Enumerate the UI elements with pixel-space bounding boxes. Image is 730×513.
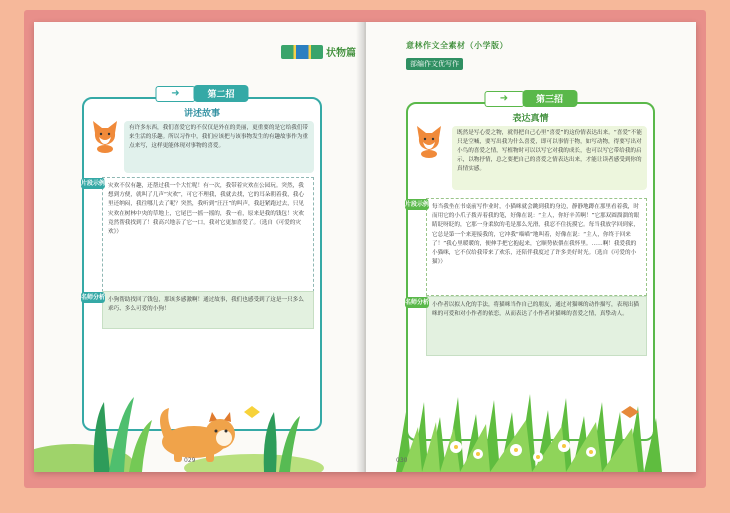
books-icon xyxy=(281,45,323,59)
right-banner-label: 第三招 xyxy=(522,90,577,107)
left-banner xyxy=(155,85,248,102)
left-header-title: 状物篇 xyxy=(326,48,356,59)
left-analysis-tag: 名师分析 xyxy=(81,294,106,301)
right-excerpt-section xyxy=(405,198,647,296)
right-excerpt-text: 每当我坐在书桌前写作业时，小猫咪就会跳到我的身边，静静地蹲在那里看着我，时而用它的小爪子拨弄着我的笔，好像在说：“主人，你好辛苦啊！”它那双圆溜溜的眼睛眨呀眨的，它那一身柔软的毛是那么光滑，我忍不住抚摸它。每当我放学回到家，它总是第一个来迎接我的，它冲我“喵喵”地叫着，好像在说：“主人，你终于回来了！”我心里暖暖的，便伸手把它抱起来，它顺势依偎在我怀里。……啊！我爱我的小猫咪，它不仅给我带来了欢乐，还陪伴我度过了许多美好时光。（选自《可爱的小猫》） xyxy=(432,204,640,266)
left-page-number: 029 xyxy=(184,457,196,464)
left-analysis-text: 小狗帮助找回了钱包，那该多感激啊！通过故事，我们也感受到了这是一只多么乖巧、多么可爱的小狗！ xyxy=(108,297,304,313)
right-header-label: 部编作文优写作 xyxy=(406,58,463,70)
fox-icon xyxy=(90,119,120,153)
fox-icon xyxy=(414,124,444,158)
grass-flowers-illustration xyxy=(366,372,696,472)
book-spread xyxy=(34,22,696,472)
right-banner xyxy=(484,90,577,107)
left-intro-text: 有许多东西，我们喜爱它的不仅仅是外在的美丽，更重要的是它给我们带来生活的乐趣。所以习作中，我们应该把与该事物发生的有趣故事作为重点来写，这样更能体现对事物的喜爱。 xyxy=(124,121,314,173)
right-intro-text: 既然是写心爱之物，就得把自己心里“喜爱”的这份情表达出来。“喜爱”不能只是空喊，要写出我为什么喜爱，即可以事情于物，如写动物，得要写出对小鸟的喜爱之情，写植物时可以以写它对我的成长，也可以写它带给我的启示，以物抒情，总之要把自己的喜爱之情表达出来，才能让读者感受到你的真情实感。 xyxy=(452,126,647,190)
left-excerpt-section xyxy=(81,177,314,292)
right-page-header xyxy=(406,40,508,70)
right-excerpt-tag: 片段示例 xyxy=(405,201,430,208)
dog-illustration xyxy=(34,372,364,472)
right-analysis-section xyxy=(405,296,647,356)
right-analysis-text: 小作者以拟人化的手法，将猫咪当作自己的朋友，通过对猫咪的动作描写，表现出猫咪的可爱和对小作者的依恋，从而表达了小作者对猫咪的喜爱之情，真挚动人。 xyxy=(432,302,639,318)
right-header-series: 意林作文全素材（小学版） xyxy=(406,41,508,50)
arrow-right-icon: ➜ xyxy=(155,86,195,102)
left-analysis-section xyxy=(81,291,314,329)
right-page xyxy=(366,22,696,472)
left-page-header xyxy=(281,44,356,59)
right-page-number: 030 xyxy=(396,457,408,464)
left-subtitle: 讲述故事 xyxy=(183,109,220,119)
right-analysis-tag: 名师分析 xyxy=(405,299,430,306)
left-page xyxy=(34,22,364,472)
right-subtitle: 表达真情 xyxy=(512,114,549,124)
left-banner-label: 第二招 xyxy=(193,85,248,102)
left-excerpt-tag: 片段示例 xyxy=(81,180,106,187)
left-excerpt-text: 灾欢不仅有趣，还帮过我一个大忙呢！有一次，我带着灾欢在公园玩。突然，我想到方便，就叫了几声“灾欢”，可它不理我，我就去找，它的耳朵朝着我，我心里还纳闷，我往哪儿去了呢？突然，我听到“汪汪”的叫声，我赶紧跑过去，只见灾欢在树林中央的草地上，它尾巴一摇一摇的，我一看，原来是我的钱包！灾欢竟然帮我找到了！我高兴地亲了它一口，我对它更加喜爱了。（选自《可爱的灾欢》） xyxy=(108,183,304,236)
arrow-right-icon: ➜ xyxy=(484,91,524,107)
